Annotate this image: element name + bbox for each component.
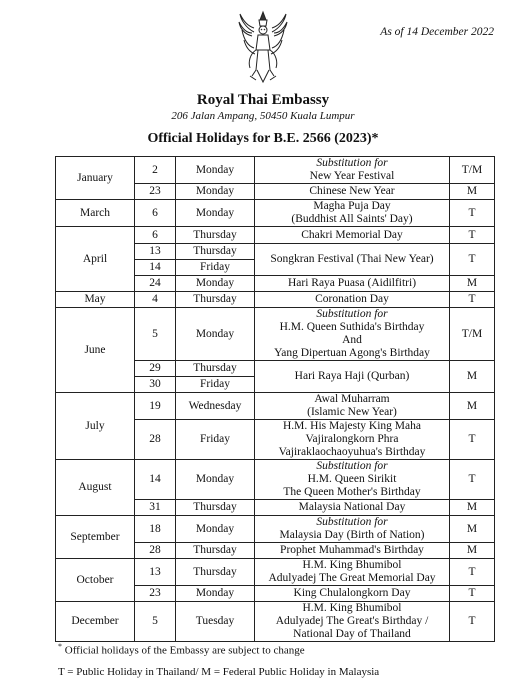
holiday-name: Awal Muharram: [314, 393, 390, 405]
type-cell: M: [450, 276, 495, 292]
date-cell: 19: [135, 393, 176, 420]
footnote: [58, 642, 305, 657]
day-cell: Friday: [176, 420, 255, 460]
date-cell: 28: [135, 543, 176, 559]
garuda-emblem-icon: [238, 10, 288, 88]
date-cell: 13: [135, 559, 176, 586]
holiday-name: Vajiraklaochaoyuhua's Birthday: [278, 446, 426, 458]
holiday-name: Magha Puja Day: [313, 200, 391, 212]
day-cell: Monday: [176, 157, 255, 184]
day-cell: Friday: [176, 377, 255, 393]
day-cell: Wednesday: [176, 393, 255, 420]
day-cell: Monday: [176, 308, 255, 361]
holiday-cell: [255, 393, 450, 420]
type-cell: T: [450, 586, 495, 602]
day-cell: Monday: [176, 200, 255, 227]
holiday-name: Vajiralongkorn Phra: [305, 433, 399, 445]
month-cell: June: [56, 308, 135, 393]
type-cell: M: [450, 361, 495, 393]
date-cell: 23: [135, 184, 176, 200]
holiday-cell: [255, 516, 450, 543]
date-cell: 18: [135, 516, 176, 543]
embassy-address: 206 Jalan Ampang, 50450 Kuala Lumpur: [171, 110, 355, 122]
holiday-name: (Buddhist All Saints' Day): [291, 213, 413, 225]
embassy-name: Royal Thai Embassy: [196, 92, 330, 108]
holiday-cell: Malaysia National Day: [255, 500, 450, 516]
holiday-note: Substitution for: [316, 516, 388, 528]
date-cell: 29: [135, 361, 176, 377]
holiday-name: H.M. King Bhumibol: [302, 559, 402, 571]
date-cell: 14: [135, 460, 176, 500]
day-cell: Monday: [176, 276, 255, 292]
day-cell: Thursday: [176, 500, 255, 516]
date-cell: 6: [135, 227, 176, 244]
table-row: [56, 292, 495, 308]
table-row: [56, 157, 495, 184]
day-cell: Monday: [176, 460, 255, 500]
table-row: [56, 200, 495, 227]
type-cell: T: [450, 602, 495, 642]
day-cell: Thursday: [176, 292, 255, 308]
date-cell: 30: [135, 377, 176, 393]
holiday-cell: [255, 420, 450, 460]
day-cell: Friday: [176, 260, 255, 276]
day-cell: Monday: [176, 586, 255, 602]
page-title: Official Holidays for B.E. 2566 (2023)*: [147, 131, 379, 146]
holiday-name: H.M. His Majesty King Maha: [283, 420, 421, 432]
month-cell: April: [56, 227, 135, 292]
holiday-name: Malaysia Day (Birth of Nation): [279, 529, 425, 541]
date-cell: 24: [135, 276, 176, 292]
date-cell: 6: [135, 200, 176, 227]
holiday-name: H.M. King Bhumibol: [302, 602, 402, 614]
month-cell: March: [56, 200, 135, 227]
day-cell: Thursday: [176, 227, 255, 244]
holiday-cell: Prophet Muhammad's Birthday: [255, 543, 450, 559]
holiday-cell: [255, 157, 450, 184]
type-cell: M: [450, 184, 495, 200]
holiday-cell: Songkran Festival (Thai New Year): [255, 244, 450, 276]
holiday-cell: [255, 602, 450, 642]
holiday-cell: Coronation Day: [255, 292, 450, 308]
holiday-cell: Chakri Memorial Day: [255, 227, 450, 244]
type-cell: T/M: [450, 157, 495, 184]
table-row: [56, 460, 495, 500]
month-cell: December: [56, 602, 135, 642]
type-cell: T: [450, 420, 495, 460]
holiday-cell: [255, 460, 450, 500]
month-cell: October: [56, 559, 135, 602]
table-row: [56, 393, 495, 420]
day-cell: Tuesday: [176, 602, 255, 642]
holiday-cell: Hari Raya Haji (Qurban): [255, 361, 450, 393]
day-cell: Monday: [176, 516, 255, 543]
holiday-name: Yang Dipertuan Agong's Birthday: [274, 347, 430, 359]
footnote-text: Official holidays of the Embassy are subject to change: [64, 644, 305, 657]
date-cell: 31: [135, 500, 176, 516]
holiday-name: Adulyadej The Great Memorial Day: [268, 572, 436, 584]
as-of-date: As of 14 December 2022: [380, 26, 494, 38]
month-cell: July: [56, 393, 135, 460]
date-cell: 28: [135, 420, 176, 460]
day-cell: Thursday: [176, 543, 255, 559]
holiday-note: Substitution for: [316, 157, 388, 169]
holiday-name: H.M. Queen Sirikit: [307, 473, 397, 485]
date-cell: 13: [135, 244, 176, 260]
month-cell: January: [56, 157, 135, 200]
holiday-cell: King Chulalongkorn Day: [255, 586, 450, 602]
holiday-name: National Day of Thailand: [293, 628, 411, 640]
date-cell: 2: [135, 157, 176, 184]
holiday-note: Substitution for: [316, 460, 388, 472]
table-row: [56, 227, 495, 244]
type-cell: T: [450, 460, 495, 500]
footnote-marker: *: [58, 642, 62, 651]
holiday-cell: Chinese New Year: [255, 184, 450, 200]
type-cell: T: [450, 200, 495, 227]
holiday-cell: [255, 308, 450, 361]
holiday-name: Adulyadej The Great's Birthday /: [275, 615, 429, 627]
month-cell: August: [56, 460, 135, 516]
holiday-table: [55, 156, 495, 642]
type-cell: T: [450, 227, 495, 244]
type-cell: M: [450, 500, 495, 516]
date-cell: 5: [135, 308, 176, 361]
date-cell: 5: [135, 602, 176, 642]
holiday-name: H.M. Queen Suthida's Birthday: [279, 321, 425, 333]
type-cell: T: [450, 292, 495, 308]
date-cell: 23: [135, 586, 176, 602]
type-cell: M: [450, 543, 495, 559]
holiday-cell: Hari Raya Puasa (Aidilfitri): [255, 276, 450, 292]
table-row: [56, 308, 495, 361]
day-cell: Thursday: [176, 244, 255, 260]
day-cell: Monday: [176, 184, 255, 200]
type-cell: M: [450, 393, 495, 420]
day-cell: Thursday: [176, 559, 255, 586]
holiday-name: (Islamic New Year): [307, 406, 397, 418]
holiday-name: New Year Festival: [309, 170, 395, 182]
day-cell: Thursday: [176, 361, 255, 377]
holiday-name: The Queen Mother's Birthday: [283, 486, 421, 498]
holiday-note: Substitution for: [316, 308, 388, 320]
month-cell: September: [56, 516, 135, 559]
table-row: [56, 516, 495, 543]
table-row: [56, 602, 495, 642]
type-cell: T: [450, 559, 495, 586]
holiday-cell: [255, 200, 450, 227]
holiday-cell: [255, 559, 450, 586]
month-cell: May: [56, 292, 135, 308]
holiday-name: And: [342, 334, 362, 346]
table-row: [56, 559, 495, 586]
legend: T = Public Holiday in Thailand/ M = Federal Public Holiday in Malaysia: [58, 666, 380, 678]
type-cell: M: [450, 516, 495, 543]
date-cell: 14: [135, 260, 176, 276]
date-cell: 4: [135, 292, 176, 308]
type-cell: T/M: [450, 308, 495, 361]
type-cell: T: [450, 244, 495, 276]
